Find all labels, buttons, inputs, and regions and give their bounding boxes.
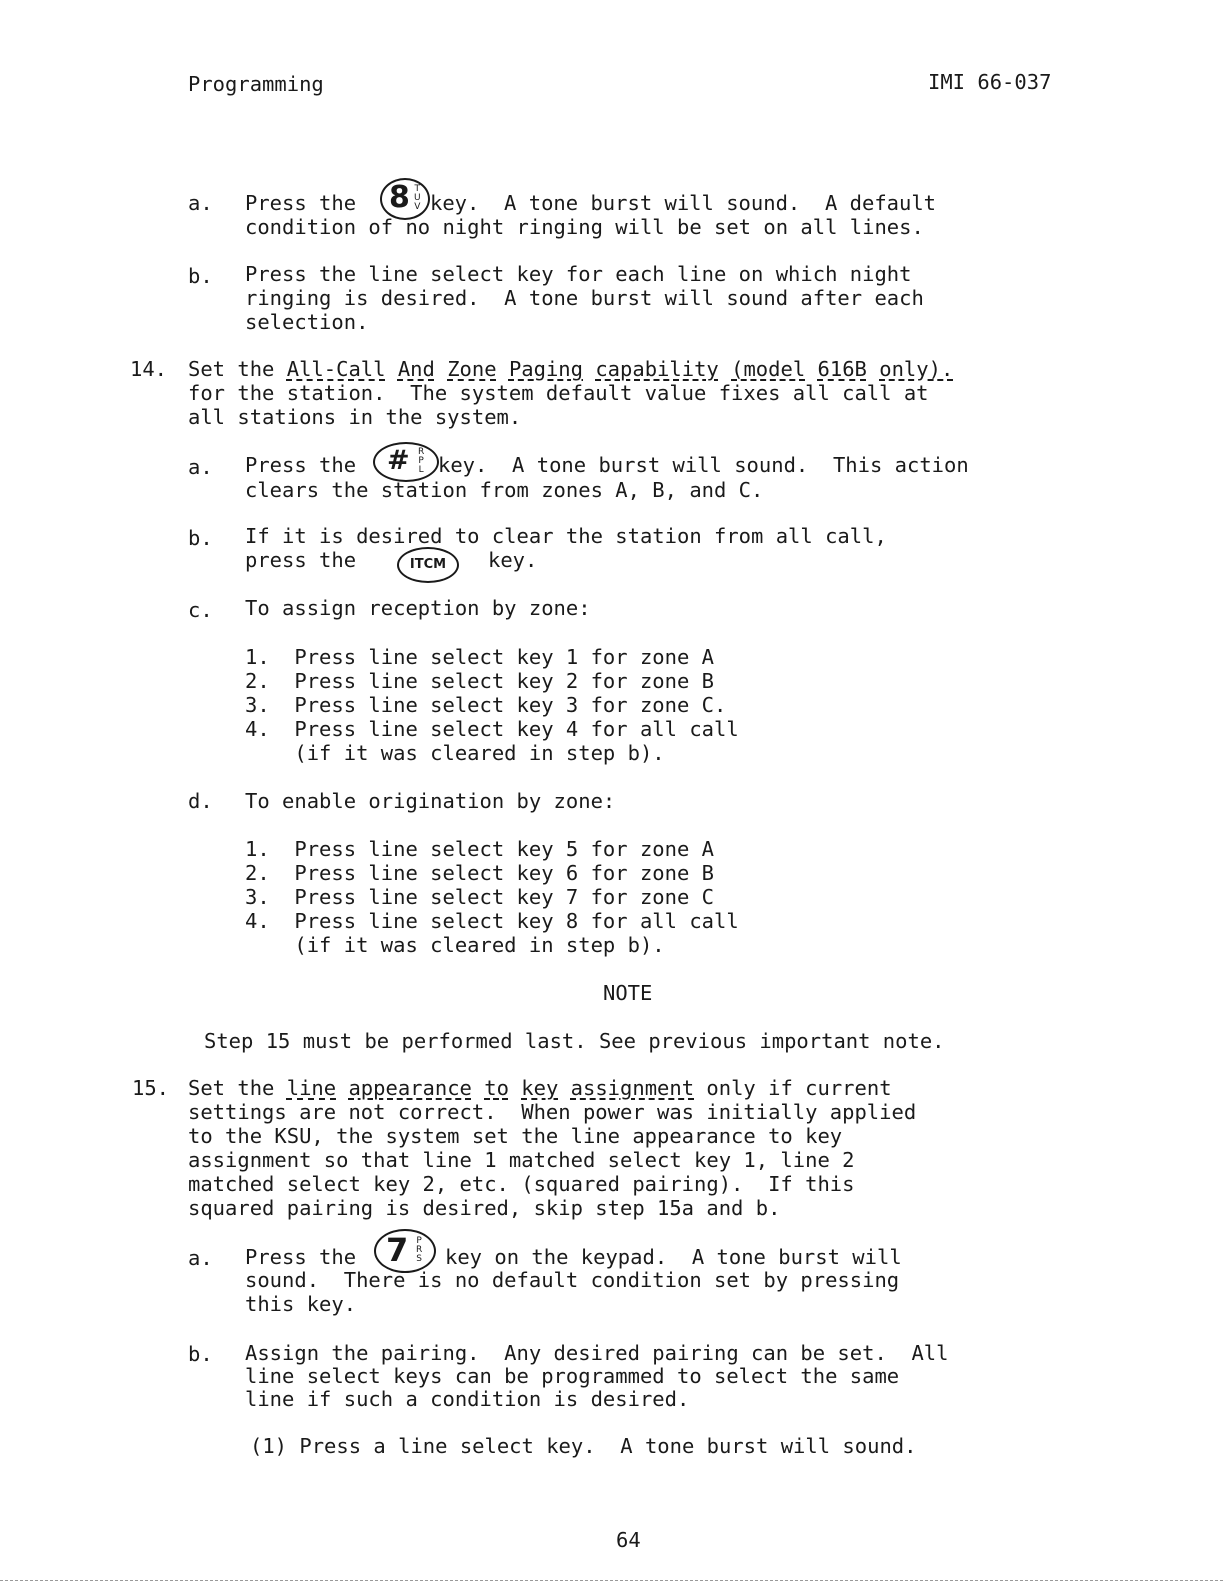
list-item: 1. Press line select key 5 for zone A (245, 837, 714, 861)
step14-line1-pre: Set the (188, 357, 287, 381)
keypad-7-key-icon (374, 1229, 436, 1273)
list-item: 4. Press line select key 4 for all call (245, 717, 739, 741)
step15-line: matched select key 2, etc. (squared pairing). If this (188, 1172, 855, 1196)
step14-heading-part: (model (731, 357, 806, 381)
step14-a-text-rest: key. A tone burst will sound. This action (438, 453, 969, 477)
key-pound-letters: R P L (418, 447, 425, 475)
step15-a-text-pre: Press the (245, 1245, 357, 1269)
step14-heading-part: only). (879, 357, 954, 381)
step15-b-line1: Assign the pairing. Any desired pairing can be set. All (245, 1341, 949, 1365)
step13-a-line2: condition of no night ringing will be set on all lines. (245, 215, 924, 239)
step13-b-line2: ringing is desired. A tone burst will sound after each (245, 286, 924, 310)
step15-a-text-rest: key on the keypad. A tone burst will (445, 1245, 902, 1269)
step15-line: to the KSU, the system set the line appearance to key (188, 1124, 843, 1148)
key-7-letters: P R S (416, 1236, 423, 1264)
step14-b-line2-post: key. (488, 548, 538, 572)
step15-line: assignment so that line 1 matched select key 1, line 2 (188, 1148, 855, 1172)
step15-line: squared pairing is desired, skip step 15a and b. (188, 1196, 781, 1220)
step14-heading-part: Paging (508, 357, 583, 381)
key-8-letters: T U V (414, 184, 421, 212)
header-section-title: Programming (188, 72, 324, 96)
step15-a-line3: this key. (245, 1292, 357, 1316)
step15-number: 15. (132, 1076, 170, 1100)
step15-line: settings are not correct. When power was initially applied (188, 1100, 917, 1124)
step14-line2: for the station. The system default value fixes all call at (188, 381, 929, 405)
step14-b-label: b. (188, 526, 213, 550)
step15-a-line2: sound. There is no default condition set by pressing (245, 1268, 900, 1292)
step14-d-title: To enable origination by zone: (245, 789, 616, 813)
step13-b-line1: Press the line select key for each line on which night (245, 262, 912, 286)
key-7-glyph: 7 (386, 1231, 409, 1269)
step14-c-label: c. (188, 598, 213, 622)
step14-b-line1: If it is desired to clear the station from all call, (245, 524, 887, 548)
step15-heading-part: key (521, 1076, 559, 1100)
page-bottom-divider (0, 1580, 1223, 1581)
step15-b-sub1: (1) Press a line select key. A tone burst will sound. (250, 1434, 917, 1458)
step13-a-text-pre: Press the (245, 191, 357, 215)
step15-b-label: b. (188, 1342, 213, 1366)
step15-b-line2: line select keys can be programmed to select the same (245, 1364, 900, 1388)
step13-a-text-rest: key. A tone burst will sound. A default (430, 191, 937, 215)
step14-line1 (188, 357, 953, 381)
key-8-glyph: 8 (389, 180, 410, 215)
step14-heading-part: 616B (817, 357, 867, 381)
note-heading: NOTE (603, 981, 653, 1005)
itcm-key-icon: ITCM (397, 547, 459, 583)
step13-b-line3: selection. (245, 310, 369, 334)
list-item: (if it was cleared in step b). (245, 741, 665, 765)
step15-line1-post: only if current (694, 1076, 892, 1100)
step15-heading-part: assignment (570, 1076, 695, 1100)
list-item: 2. Press line select key 6 for zone B (245, 861, 714, 885)
step15-heading-part: appearance (348, 1076, 472, 1100)
key-pound-glyph: # (387, 445, 410, 476)
list-item: 1. Press line select key 1 for zone A (245, 645, 714, 669)
step14-c-title: To assign reception by zone: (245, 596, 591, 620)
step15-a-label: a. (188, 1246, 213, 1270)
step13-b-label: b. (188, 264, 213, 288)
step14-number: 14. (130, 357, 168, 381)
step14-d-label: d. (188, 789, 213, 813)
keypad-pound-key-icon (373, 442, 439, 482)
step14-a-label: a. (188, 455, 213, 479)
list-item: (if it was cleared in step b). (245, 933, 665, 957)
step14-heading-part: All-Call (286, 357, 386, 381)
header-document-id: IMI 66-037 (928, 70, 1052, 94)
list-item: 4. Press line select key 8 for all call (245, 909, 739, 933)
step15-heading-part: to (484, 1076, 509, 1100)
step15-b-line3: line if such a condition is desired. (245, 1387, 690, 1411)
step15-heading-part: line (286, 1076, 337, 1100)
step15-line1 (188, 1076, 892, 1100)
step13-a-label: a. (188, 191, 213, 215)
page-number: 64 (616, 1528, 641, 1552)
step14-heading-part: Zone (447, 357, 497, 381)
list-item: 3. Press line select key 7 for zone C (245, 885, 714, 909)
step14-heading-part: And (397, 357, 435, 381)
step14-a-text-pre: Press the (245, 453, 357, 477)
step15-line1-pre: Set the (188, 1076, 287, 1100)
keypad-8-key-icon (380, 178, 430, 220)
list-item: 2. Press line select key 2 for zone B (245, 669, 714, 693)
step14-heading-part: capability (595, 357, 719, 381)
step14-line3: all stations in the system. (188, 405, 522, 429)
step14-b-line2-pre: press the (245, 548, 357, 572)
list-item: 3. Press line select key 3 for zone C. (245, 693, 727, 717)
note-text: Step 15 must be performed last. See previous important note. (204, 1029, 945, 1053)
step14-a-line2: clears the station from zones A, B, and C. (245, 478, 764, 502)
